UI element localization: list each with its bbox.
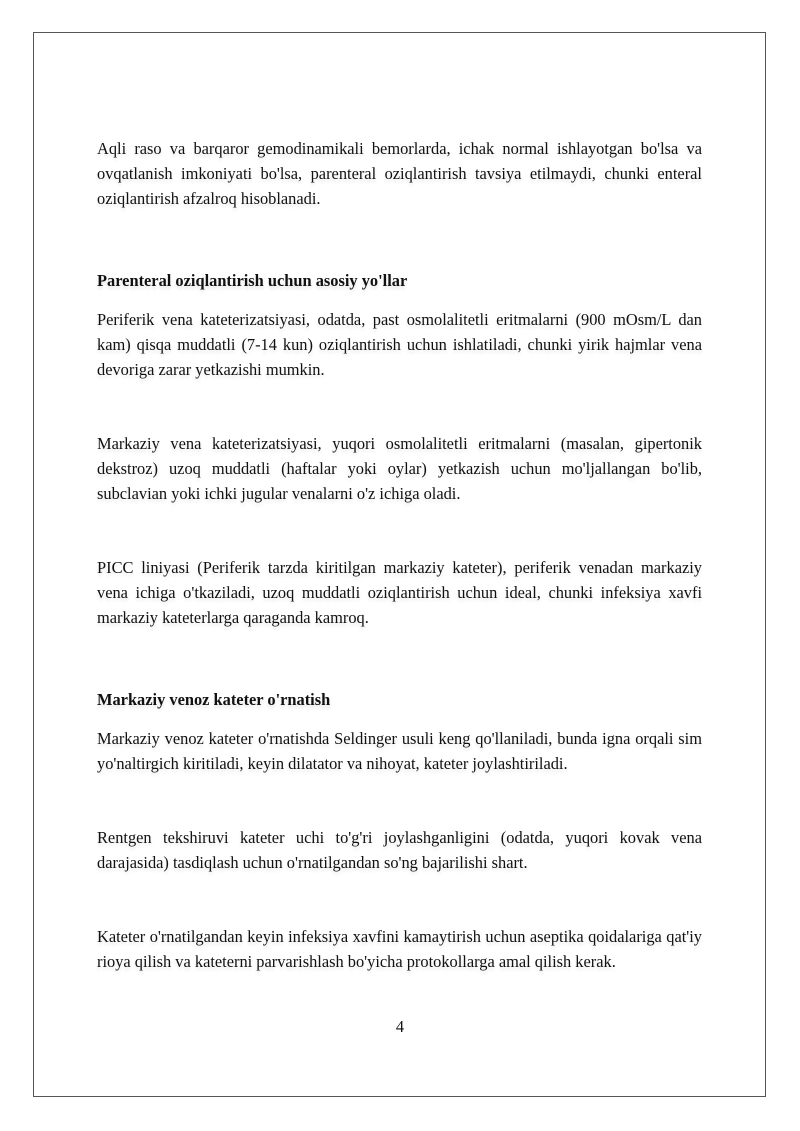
paragraph-picc-line: PICC liniyasi (Periferik tarzda kiritilgan markaziy kateter), periferik venadan markaziy vena ichiga o'tkaziladi, uzoq muddatli oziqlantirish uchun ideal, chunki infeksiya xavfi markaziy kateterlarga qaraganda kamroq. xyxy=(97,558,702,627)
paragraph-xray-confirmation: Rentgen tekshiruvi kateter uchi to'g'ri joylashganligini (odatda, yuqori kovak vena darajasida) tasdiqlash uchun o'rnatilgandan so'ng bajarilishi shart. xyxy=(97,828,702,872)
section-heading-cvc-insertion: Markaziy venoz kateter o'rnatish xyxy=(97,690,331,709)
paragraph-aseptic-care: Kateter o'rnatilgandan keyin infeksiya xavfini kamaytirish uchun aseptika qoidalariga qat'iy rioya qilish va kateterni parvarishlash bo'yicha protokollarga amal qilish kerak. xyxy=(97,927,702,971)
paragraph-central-vein: Markaziy vena kateterizatsiyasi, yuqori osmolalitetli eritmalarni (masalan, gipertonik dekstroz) uzoq muddatli (haftalar yoki oylar) yetkazish uchun mo'ljallangan bo'lib, subclavian yoki ichki jugular venalarni o'z ichiga oladi. xyxy=(97,434,702,503)
document-body xyxy=(97,136,702,974)
page-number: 4 xyxy=(395,1017,405,1036)
paragraph-seldinger: Markaziy venoz kateter o'rnatishda Seldinger usuli keng qo'llaniladi, bunda igna orqali sim yo'naltirgich kiritiladi, keyin dilatator va nihoyat, kateter joylashtiriladi. xyxy=(97,729,702,773)
paragraph-enteral-preference: Aqli raso va barqaror gemodinamikali bemorlarda, ichak normal ishlayotgan bo'lsa va ovqatlanish imkoniyati bo'lsa, parenteral oziqlantirish tavsiya etilmaydi, chunki enteral oziqlantirish afzalroq hisoblanadi. xyxy=(97,139,702,208)
section-heading-routes: Parenteral oziqlantirish uchun asosiy yo'llar xyxy=(97,271,408,290)
paragraph-peripheral-vein: Periferik vena kateterizatsiyasi, odatda, past osmolalitetli eritmalarni (900 mOsm/L dan kam) qisqa muddatli (7-14 kun) oziqlantirish uchun ishlatiladi, chunki yirik hajmlar vena devoriga zarar yetkazishi mumkin. xyxy=(97,310,702,379)
